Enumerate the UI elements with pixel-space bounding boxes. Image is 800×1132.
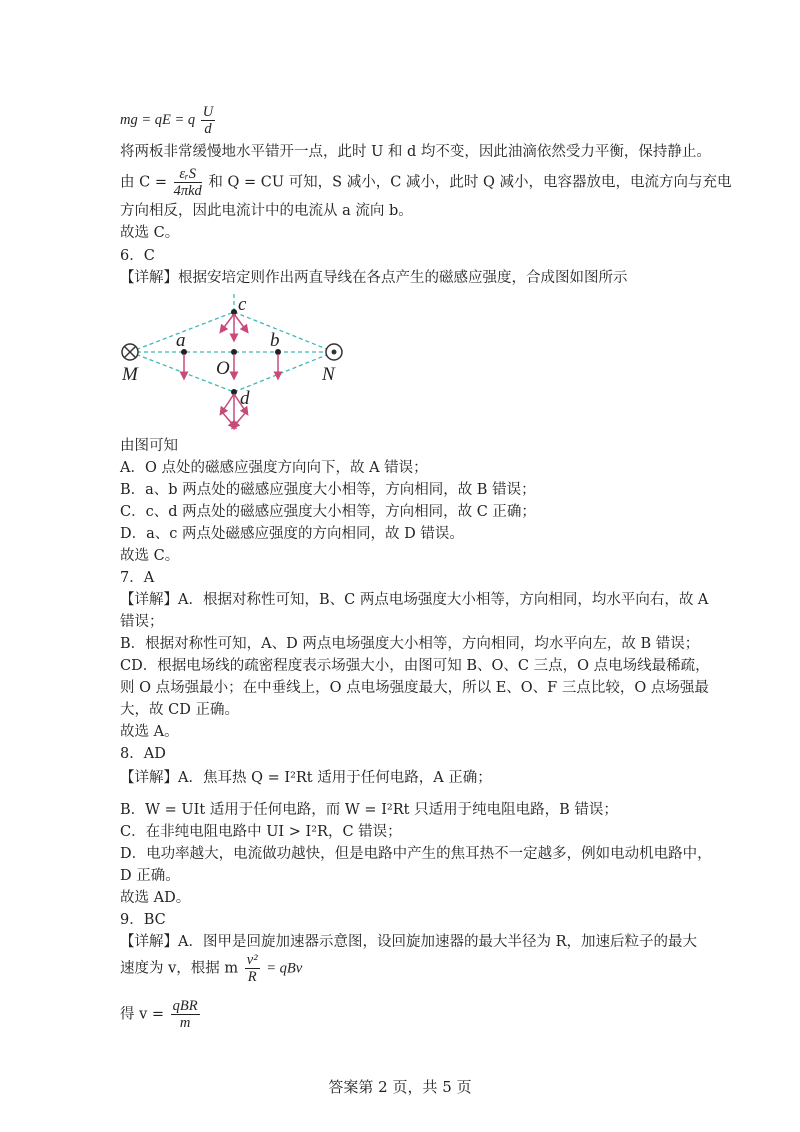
label-c: c: [238, 294, 247, 315]
text-line: D 正确。: [120, 868, 180, 884]
fraction-capacitance: $\frac{\text{εᵣS}}{\text{4πkd}}$: [173, 166, 202, 199]
option-b: B．a、b 两点处的磁感应强度大小相等，方向相同，故 B 错误；: [120, 482, 536, 498]
magnetic-field-diagram: [118, 294, 358, 434]
text-line: C．在非纯电阻电路中 UI > I²R，C 错误；: [120, 824, 402, 840]
formula-velocity: 得 v = $\frac{\text{qBR}}{m}$: [120, 998, 198, 1031]
text-line: 【详解】根据安培定则作出两直导线在各点产生的磁感应强度，合成图如图所示: [120, 270, 628, 286]
text-line: 将两板非常缓慢地水平错开一点，此时 U 和 d 均不变，因此油滴依然受力平衡，保持静止。: [120, 144, 711, 160]
text-line: 【详解】A．焦耳热 Q = I²Rt 适用于任何电路，A 正确；: [120, 770, 492, 786]
text-line: 故选 AD。: [120, 890, 191, 906]
text-line: 大，故 CD 正确。: [120, 702, 239, 718]
option-c: C．c、d 两点处的磁感应强度大小相等，方向相同，故 C 正确；: [120, 504, 536, 520]
label-a: a: [176, 330, 186, 351]
text-line: 则 O 点场强最小；在中垂线上，O 点电场强度最大，所以 E、O、F 三点比较，O 点场强最: [120, 680, 709, 696]
text-line: 故选 C。: [120, 225, 180, 241]
label-m: M: [122, 364, 138, 385]
label-n: N: [322, 364, 335, 385]
text-line: D．电功率越大，电流做功越快，但是电路中产生的焦耳热不一定越多，例如电动机电路中，: [120, 846, 712, 862]
fraction-v2-over-r: $\frac{\text{v²}}{R}$: [246, 952, 258, 985]
text-line: 【详解】A．根据对称性可知，B、C 两点电场强度大小相等，方向相同，均水平向右，故 A: [120, 592, 709, 608]
text-line: B．根据对称性可知，A、D 两点电场强度大小相等，方向相同，均水平向左，故 B 错误；: [120, 636, 700, 652]
question-number-9: 9．BC: [120, 912, 166, 928]
page-footer: 答案第 2 页，共 5 页: [328, 1078, 472, 1096]
text-line: 【详解】A．图甲是回旋加速器示意图，设回旋加速器的最大半径为 R，加速后粒子的最大: [120, 934, 697, 950]
text-line: 由图可知: [120, 438, 178, 454]
text-line: 故选 A。: [120, 724, 179, 740]
option-d: D．a、c 两点处磁感应强度的方向相同，故 D 错误。: [120, 526, 464, 542]
label-o: O: [216, 358, 230, 379]
wire-m-into-page-icon: [122, 344, 138, 360]
question-number-6: 6．C: [120, 248, 155, 264]
question-number-7: 7．A: [120, 570, 155, 586]
dashed-field-lines: [130, 294, 334, 392]
text-line: 方向相反，因此电流计中的电流从 a 流向 b。: [120, 203, 413, 219]
option-a: A．O 点处的磁感应强度方向向下，故 A 错误；: [120, 460, 428, 476]
text-line: B．W = UIt 适用于任何电路，而 W = I²Rt 只适用于纯电阻电路，B 错误；: [120, 802, 618, 818]
text-line: CD．根据电场线的疏密程度表示场强大小，由图可知 B、O、C 三点，O 点电场线最稀疏，: [120, 658, 710, 674]
text-line: 故选 C。: [120, 548, 180, 564]
fraction-u-over-d: $\frac{U}{d}$: [202, 104, 214, 137]
text-line: 错误；: [120, 614, 164, 630]
label-d: d: [240, 388, 250, 409]
formula-centripetal: 速度为 v，根据 m $\frac{\text{v²}}{R}$ = qBv: [120, 952, 303, 985]
formula-capacitance-line: 由 C = $\frac{\text{εᵣS}}{\text{4πkd}}$ 和 Q = CU 可知，S 减小，C 减小，此时 Q 减小，电容器放电，电流方向与充电: [120, 166, 732, 199]
question-number-8: 8．AD: [120, 746, 166, 762]
wire-n-out-of-page-icon: [326, 344, 342, 360]
field-arrows: [184, 314, 278, 426]
label-b: b: [270, 330, 280, 351]
formula-force-balance: mg = qE = q $\frac{U}{d}$: [120, 104, 214, 137]
fraction-qbr-over-m: $\frac{\text{qBR}}{m}$: [172, 998, 198, 1031]
